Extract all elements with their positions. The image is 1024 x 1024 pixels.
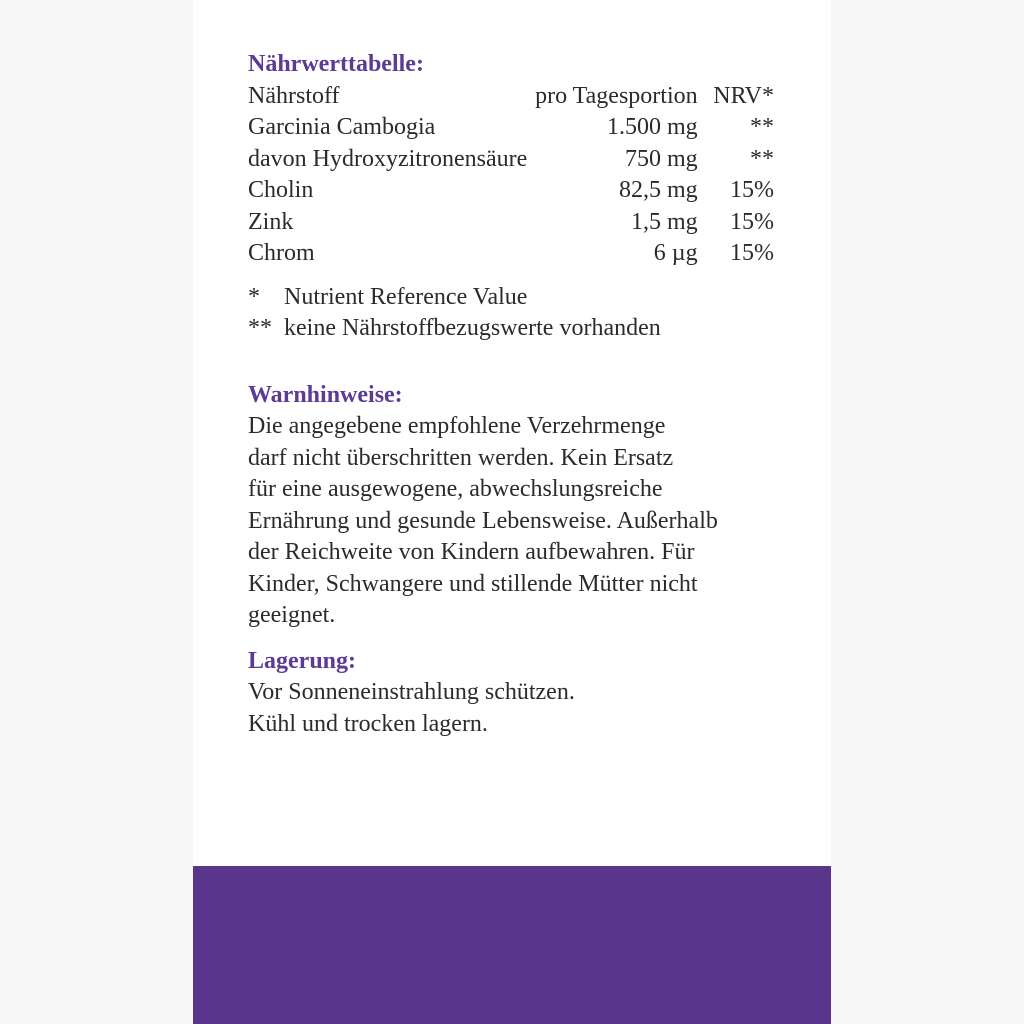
- warnings-heading: Warnhinweise:: [248, 381, 403, 408]
- warnings-text: [248, 411, 788, 632]
- nutrient-nrv: 15%: [730, 208, 774, 235]
- text-line: Die angegebene empfohlene Verzehrmenge: [248, 413, 666, 439]
- purple-footer-band: [193, 866, 831, 1024]
- column-header-nrv: NRV*: [713, 82, 774, 109]
- nutrition-table: [248, 81, 774, 270]
- nutrition-heading: Nährwerttabelle:: [248, 51, 424, 77]
- footnote-mark: **: [248, 315, 272, 341]
- column-header-nutrient: Nährstoff: [248, 82, 340, 109]
- text-line: für eine ausgewogene, abwechslungsreiche: [248, 476, 663, 502]
- table-row: [248, 112, 774, 144]
- nutrient-name: Zink: [248, 208, 294, 235]
- nutrient-nrv: 15%: [730, 177, 774, 203]
- table-row: [248, 144, 774, 176]
- nutrient-nrv: 15%: [730, 240, 774, 266]
- nutrient-name: Garcinia Cambogia: [248, 114, 436, 140]
- footnote-mark: *: [248, 283, 260, 310]
- nutrient-nrv: **: [750, 114, 774, 140]
- warnings-section: [248, 380, 788, 632]
- label-panel: [193, 0, 831, 1024]
- nutrient-nrv: **: [750, 145, 774, 172]
- table-row: [248, 207, 774, 239]
- nutrient-amount: 82,5 mg: [618, 177, 698, 203]
- storage-section: [248, 646, 788, 741]
- text-line: Vor Sonneneinstrahlung schützen.: [248, 679, 575, 705]
- text-line: Ernährung und gesunde Lebensweise. Außerhalb: [248, 507, 718, 534]
- footnote-text: Nutrient Reference Value: [284, 283, 528, 310]
- nutrient-name: Chrom: [248, 240, 315, 266]
- nutrient-amount: 6 µg: [653, 240, 698, 266]
- text-line: geeignet.: [248, 602, 336, 628]
- text-line: darf nicht überschritten werden. Kein Ersatz: [248, 444, 674, 471]
- nutrient-name: Cholin: [248, 177, 314, 203]
- nutrient-amount: 750 mg: [624, 145, 698, 172]
- footnote: [248, 282, 788, 314]
- text-line: der Reichweite von Kindern aufbewahren. Für: [248, 539, 695, 565]
- table-row: [248, 238, 774, 270]
- text-line: Kühl und trocken lagern.: [248, 710, 488, 737]
- text-line: Kinder, Schwangere und stillende Mütter nicht: [248, 570, 698, 597]
- footnote: [248, 313, 788, 345]
- footnotes: [248, 282, 788, 345]
- table-row: [248, 175, 774, 207]
- storage-text: [248, 677, 788, 740]
- table-header-row: [248, 81, 774, 113]
- footnote-text: keine Nährstoffbezugswerte vorhanden: [284, 315, 661, 341]
- storage-heading: Lagerung:: [248, 647, 356, 674]
- nutrient-amount: 1.500 mg: [606, 114, 698, 140]
- label-content: [248, 49, 788, 740]
- nutrient-amount: 1,5 mg: [630, 208, 698, 235]
- column-header-per-serving: pro Tagesportion: [535, 82, 698, 109]
- nutrient-name: davon Hydroxyzitronensäure: [248, 145, 528, 172]
